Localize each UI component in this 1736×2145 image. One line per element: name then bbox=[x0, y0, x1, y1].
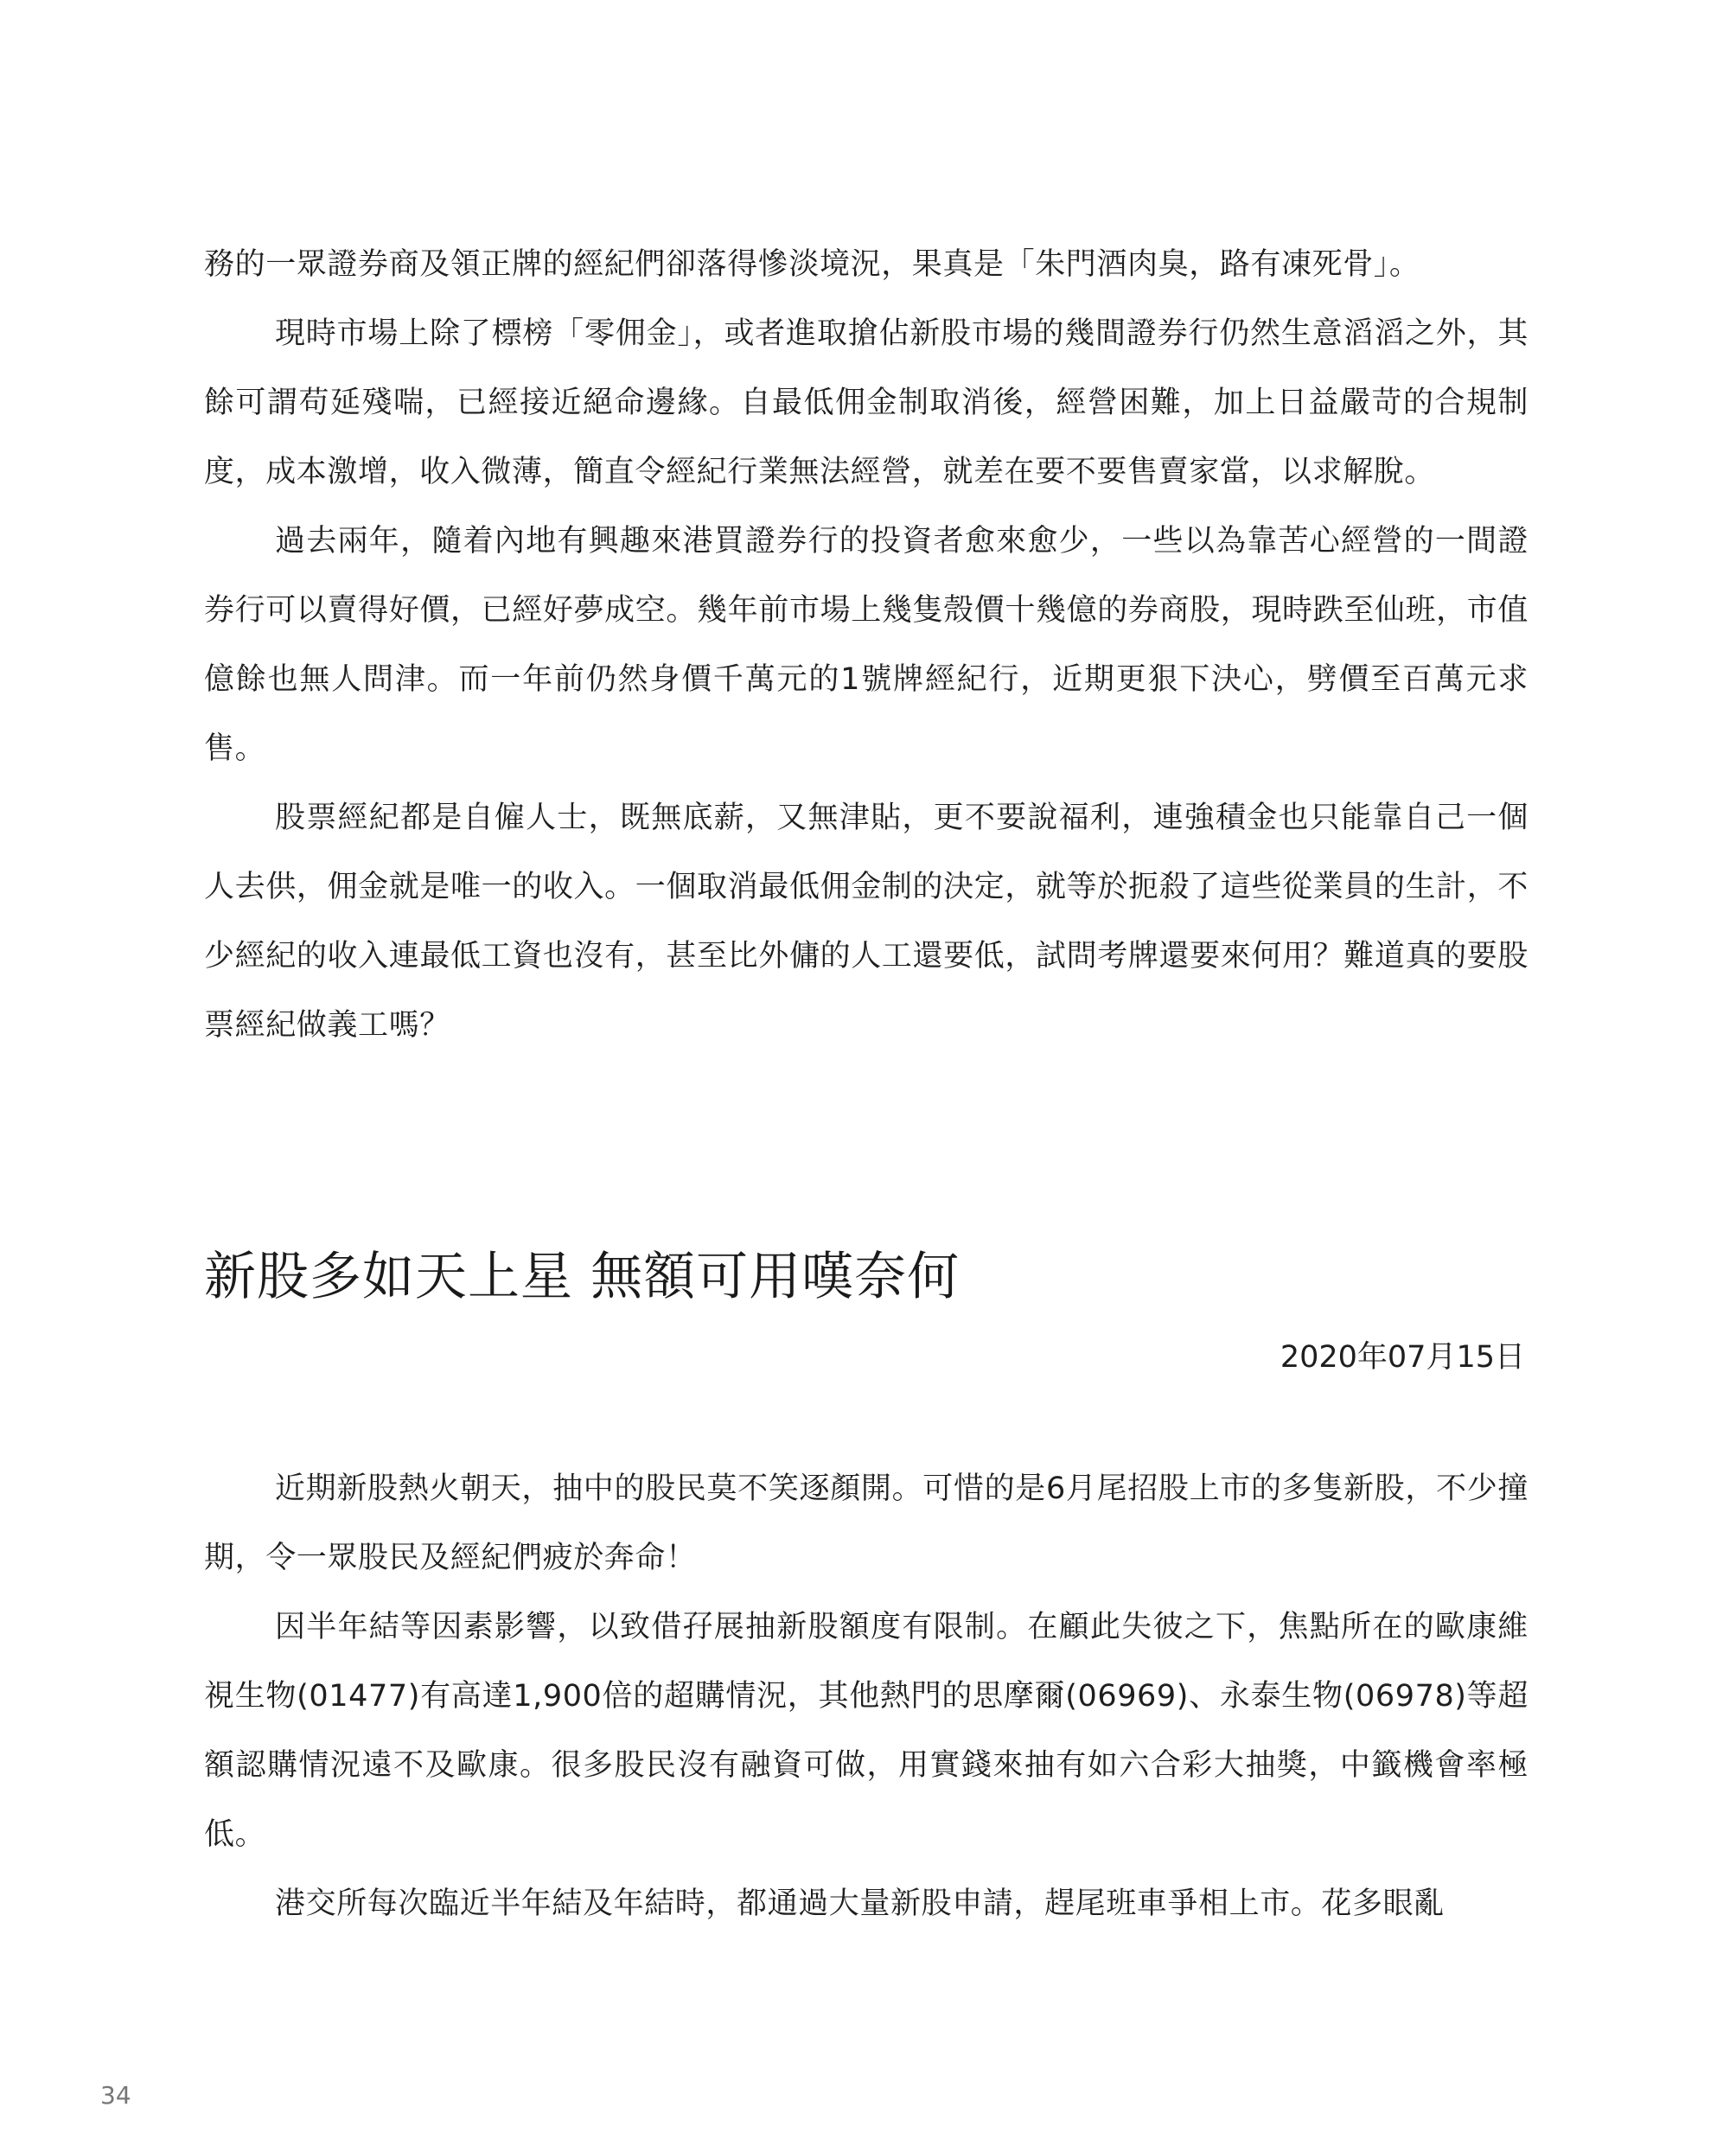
article-date: 2020年07月15日 bbox=[1280, 1340, 1525, 1375]
body-paragraph: 務的一眾證券商及領正牌的經紀們卻落得慘淡境況，果真是「朱門酒肉臭，路有凍死骨」。 bbox=[204, 247, 1420, 282]
previous-article-continuation bbox=[204, 230, 1529, 1060]
body-paragraph: 股票經紀都是自僱人士，既無底薪，又無津貼，更不要說福利，連強積金也只能靠自己一個人去供，佣金就是唯一的收入。一個取消最低佣金制的決定，就等於扼殺了這些從業員的生計，不少經紀的收入連最低工資也沒有，甚至比外傭的人工還要低，試問考牌還要來何用？難道真的要股票經紀做義工嗎？ bbox=[204, 801, 1529, 1043]
body-paragraph: 過去兩年，隨着內地有興趣來港買證券行的投資者愈來愈少，一些以為靠苦心經營的一間證券行可以賣得好價，已經好夢成空。幾年前市場上幾隻殼價十幾億的券商股，現時跌至仙班，市值億餘也無人問津。而一年前仍然身價千萬元的1號牌經紀行，近期更狠下決心，劈價至百萬元求售。 bbox=[204, 524, 1529, 766]
body-paragraph: 近期新股熱火朝天，抽中的股民莫不笑逐顏開。可惜的是6月尾招股上市的多隻新股，不少撞期，令一眾股民及經紀們疲於奔命！ bbox=[204, 1471, 1529, 1575]
article-title: 新股多如天上星 無額可用嘆奈何 bbox=[204, 1247, 961, 1307]
page-number: 34 bbox=[100, 2081, 131, 2110]
article-body bbox=[204, 1454, 1529, 1938]
body-paragraph: 因半年結等因素影響，以致借孖展抽新股額度有限制。在顧此失彼之下，焦點所在的歐康維視生物(01477)有高達1,900倍的超購情況，其他熱門的思摩爾(06969)、永泰生物(06978)等超額認購情況遠不及歐康。很多股民沒有融資可做，用實錢來抽有如六合彩大抽獎，中籤機會率極低。 bbox=[204, 1610, 1529, 1852]
body-paragraph: 港交所每次臨近半年結及年結時，都通過大量新股申請，趕尾班車爭相上市。花多眼亂 bbox=[275, 1886, 1445, 1921]
body-paragraph: 現時市場上除了標榜「零佣金」，或者進取搶佔新股市場的幾間證券行仍然生意滔滔之外，其餘可謂苟延殘喘，已經接近絕命邊緣。自最低佣金制取消後，經營困難，加上日益嚴苛的合規制度，成本激增，收入微薄，簡直令經紀行業無法經營，就差在要不要售賣家當，以求解脫。 bbox=[204, 316, 1529, 489]
